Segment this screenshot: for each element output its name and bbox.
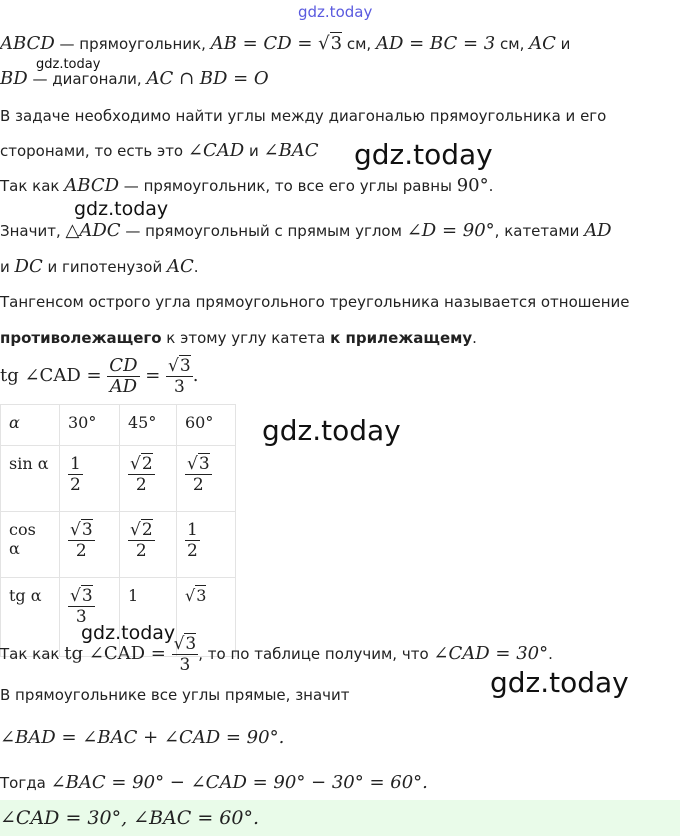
table-row-label: cos α xyxy=(1,512,60,578)
text-line-1 xyxy=(0,33,570,55)
text-line-11: В прямоугольнике все углы прямые, значит xyxy=(0,686,350,704)
text: Тогда xyxy=(0,774,51,792)
text: . xyxy=(472,329,477,347)
denominator: 3 xyxy=(173,377,185,397)
text: . xyxy=(193,258,199,276)
bold-term-adjacent: к прилежащему xyxy=(330,329,473,347)
period: . xyxy=(192,365,199,386)
fraction-sqrt3-3 xyxy=(172,634,199,675)
text: , катетами xyxy=(494,222,585,240)
bold-term-opposite: противолежащего xyxy=(0,329,162,347)
radicand: 2 xyxy=(141,520,153,540)
text: к этому углу катета xyxy=(161,329,331,347)
radicand: 2 xyxy=(141,454,153,474)
fraction xyxy=(185,520,200,561)
table-row xyxy=(1,512,236,578)
text: — диагонали, xyxy=(27,70,147,88)
text-line-5 xyxy=(0,175,493,197)
numerator: CD xyxy=(109,355,138,376)
fraction xyxy=(128,454,155,495)
watermark-large-1: gdz.today xyxy=(354,138,493,171)
math-ac: AC xyxy=(166,256,194,277)
text-line-6 xyxy=(0,220,612,242)
math-abcd: ABCD xyxy=(64,175,120,196)
math-ad-bc: AD = BC = 3 xyxy=(375,33,496,54)
answer-text: ∠CAD = 30°, ∠BAC = 60°. xyxy=(0,807,260,829)
text: и xyxy=(244,142,264,160)
denominator: 3 xyxy=(179,655,191,675)
radicand: 3 xyxy=(196,586,207,605)
math-angle-d: ∠D = 90° xyxy=(406,220,495,241)
text: Значит, xyxy=(0,222,66,240)
watermark-top: gdz.today xyxy=(298,3,373,21)
numerator: √3 xyxy=(70,586,93,606)
text-line-8: Тангенсом острого угла прямоугольного треугольника называется отношение xyxy=(0,293,630,311)
radicand: 3 xyxy=(198,454,210,474)
math-ab-cd: AB = CD = xyxy=(210,33,319,54)
math-90: 90° xyxy=(456,175,489,196)
text: и гипотенузой xyxy=(42,258,167,276)
math-tg-cad: tg ∠CAD = xyxy=(0,365,108,386)
fraction xyxy=(128,520,155,561)
math-angle-bac: ∠BAC xyxy=(263,140,319,161)
table-cell xyxy=(120,512,177,578)
math-angle-cad: ∠CAD xyxy=(187,140,245,161)
text-line-4 xyxy=(0,140,319,162)
table-cell xyxy=(120,446,177,512)
table-cell xyxy=(177,512,236,578)
text: см, xyxy=(342,35,376,53)
denominator: 2 xyxy=(192,475,204,495)
table-cell: 1 xyxy=(120,578,177,657)
text: сторонами, то есть это xyxy=(0,142,188,160)
tangent-formula xyxy=(0,356,198,402)
fraction xyxy=(68,454,83,495)
radicand: 3 xyxy=(179,356,191,376)
denominator: 2 xyxy=(70,475,81,495)
trig-values-table xyxy=(0,404,236,657)
table-header-row xyxy=(1,405,236,446)
text: — прямоугольный с прямым углом xyxy=(120,222,407,240)
math-dc: DC xyxy=(14,256,43,277)
math-intersection: AC ∩ BD = O xyxy=(146,68,269,89)
watermark-medium-2: gdz.today xyxy=(81,622,176,644)
text: . xyxy=(548,645,553,663)
text-line-7 xyxy=(0,256,199,278)
numerator: √3 xyxy=(173,634,197,654)
fraction xyxy=(68,586,95,627)
numerator: 1 xyxy=(187,520,198,540)
equals: = xyxy=(139,365,167,386)
math-triangle-adc: △ADC xyxy=(65,220,121,241)
text: — прямоугольник, xyxy=(54,35,211,53)
sqrt-3: √3 xyxy=(318,33,343,54)
denominator: AD xyxy=(109,376,138,397)
watermark-large-3: gdz.today xyxy=(490,666,629,699)
text: Так как xyxy=(0,177,65,195)
math-bad-sum: ∠BAD = ∠BAC + ∠CAD = 90°. xyxy=(0,727,285,748)
text: и xyxy=(555,35,571,53)
text: . xyxy=(488,177,494,195)
numerator: √3 xyxy=(168,356,191,376)
numerator: √2 xyxy=(130,454,153,474)
table-header-cell: 60° xyxy=(177,405,236,446)
text: Так как xyxy=(0,645,65,663)
text-line-9 xyxy=(0,327,477,349)
math-ac: AC xyxy=(529,33,556,54)
fraction-cd-ad xyxy=(107,356,139,397)
radicand: 3 xyxy=(185,634,197,654)
math-abcd: ABCD xyxy=(0,33,55,54)
fraction-sqrt3-3 xyxy=(166,356,193,397)
text-line-10 xyxy=(0,634,553,678)
answer-box xyxy=(0,800,680,836)
table-cell xyxy=(177,446,236,512)
numerator: √3 xyxy=(187,454,210,474)
math-tg-cad: tg ∠CAD = xyxy=(64,643,172,664)
numerator: 1 xyxy=(70,454,81,474)
denominator: 2 xyxy=(135,541,147,561)
table-row-label: sin α xyxy=(1,446,60,512)
text: см, xyxy=(495,35,530,53)
math-ad: AD xyxy=(584,220,612,241)
watermark-small-1: gdz.today xyxy=(36,57,101,72)
denominator: 2 xyxy=(75,541,87,561)
denominator: 3 xyxy=(75,607,87,627)
radicand: 3 xyxy=(81,586,93,606)
radicand: 3 xyxy=(330,33,343,54)
text-line-3: В задаче необходимо найти углы между диагональю прямоугольника и его xyxy=(0,107,607,125)
table-row-label: tg α xyxy=(1,578,60,657)
math-bd: BD xyxy=(0,68,28,89)
text-line-13 xyxy=(0,772,428,794)
table-header-cell: α xyxy=(1,405,60,446)
radicand: 3 xyxy=(81,520,93,540)
text-line-2 xyxy=(0,68,269,90)
numerator: √3 xyxy=(70,520,93,540)
table-cell xyxy=(60,512,120,578)
sqrt-value: √3 xyxy=(185,586,207,605)
text: — прямоугольник, то все его углы равны xyxy=(119,177,457,195)
table-row xyxy=(1,446,236,512)
numerator: √2 xyxy=(130,520,153,540)
math-cad-30: ∠CAD = 30° xyxy=(433,643,549,664)
table-cell xyxy=(60,446,120,512)
table-header-cell: 45° xyxy=(120,405,177,446)
table-header-cell: 30° xyxy=(60,405,120,446)
watermark-medium-1: gdz.today xyxy=(74,198,169,220)
fraction xyxy=(68,520,95,561)
denominator: 2 xyxy=(187,541,198,561)
fraction xyxy=(185,454,212,495)
text: , то по таблице получим, что xyxy=(198,645,434,663)
watermark-large-2: gdz.today xyxy=(262,414,401,447)
denominator: 2 xyxy=(135,475,147,495)
text: и xyxy=(0,258,15,276)
math-bac-60: ∠BAC = 90° − ∠CAD = 90° − 30° = 60°. xyxy=(50,772,428,793)
